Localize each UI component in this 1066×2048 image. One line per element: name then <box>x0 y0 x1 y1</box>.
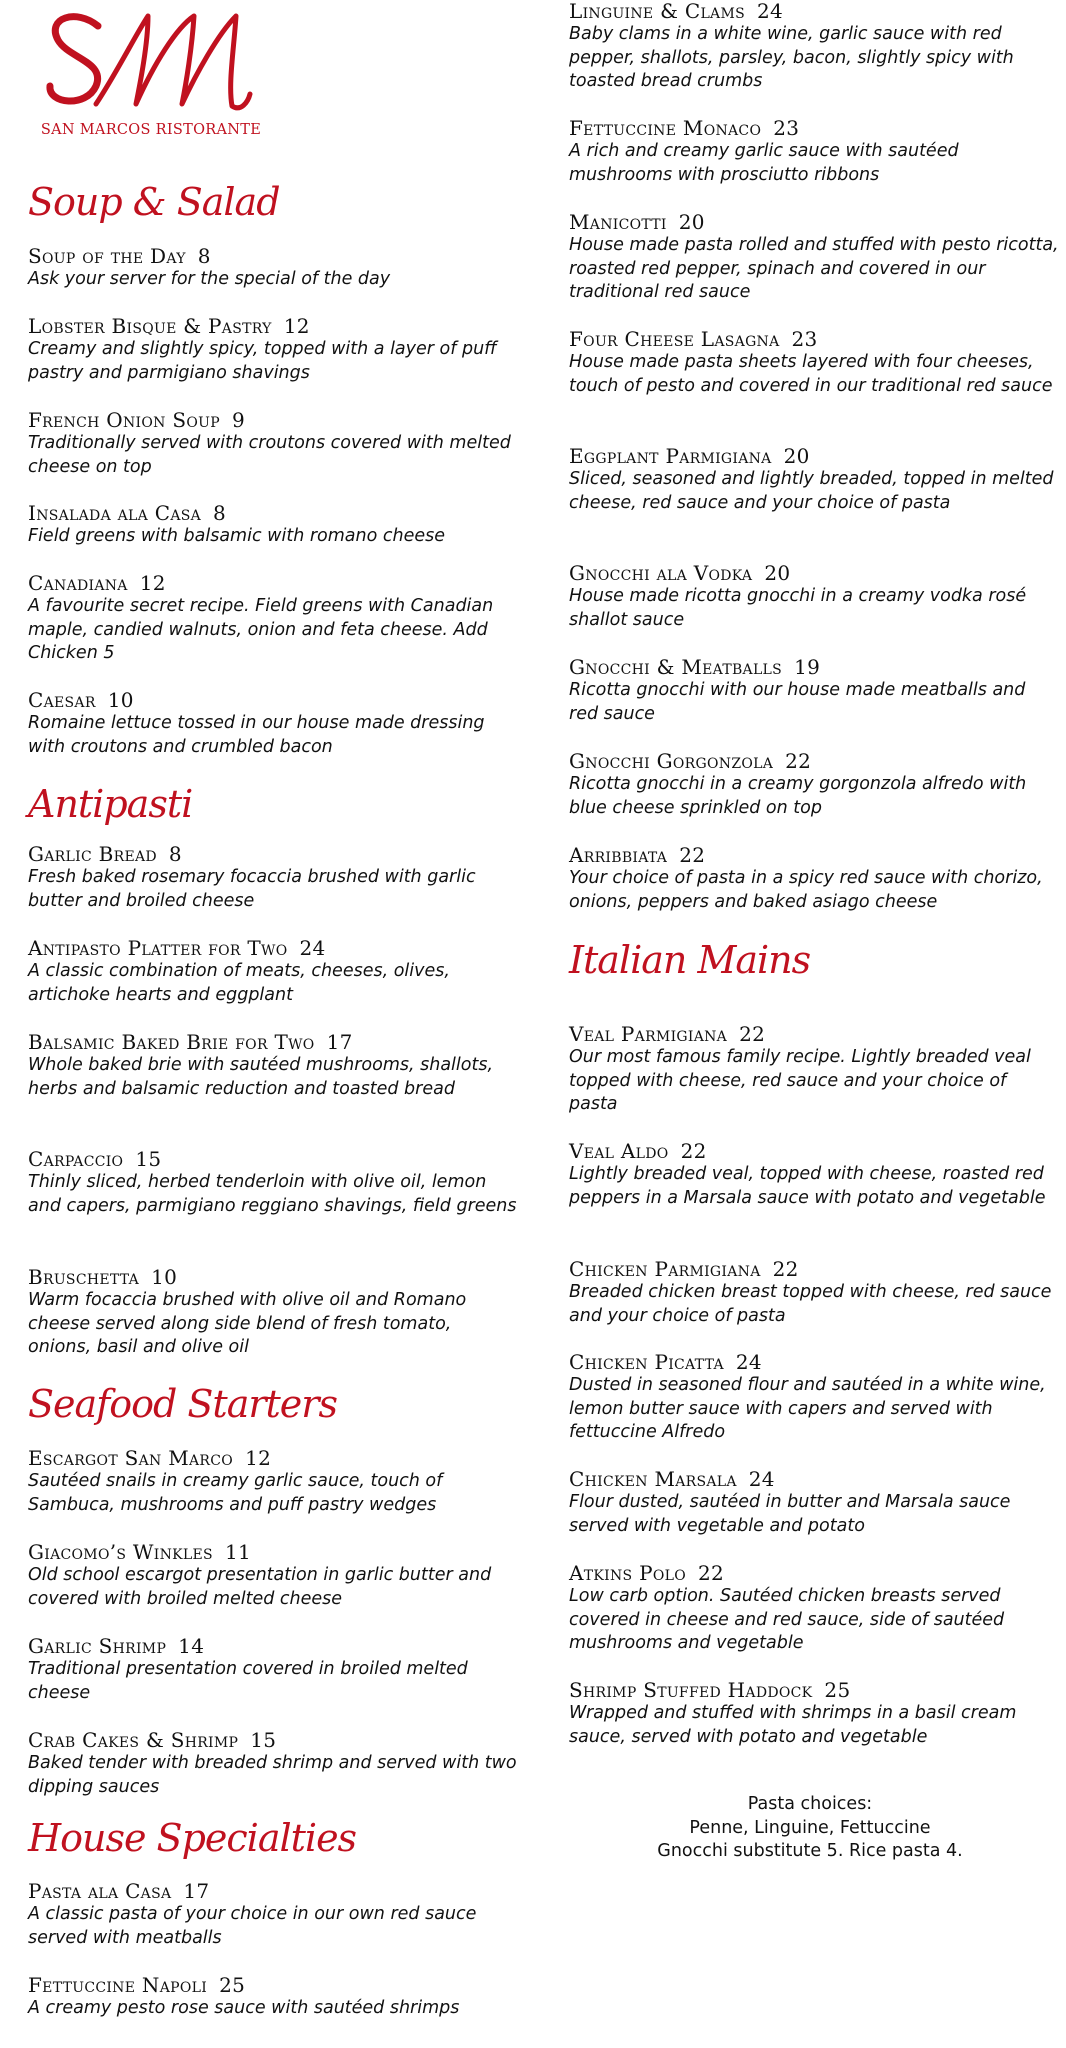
item-name: Chicken Marsala <box>569 1467 737 1491</box>
item-price: 17 <box>326 1030 353 1054</box>
item-name: Balsamic Baked Brie for Two <box>28 1030 315 1054</box>
item-description: Ask your server for the special of the day <box>28 269 391 289</box>
menu-item <box>28 1148 518 1218</box>
menu-item <box>569 1023 1059 1117</box>
menu-item <box>569 1140 1059 1210</box>
item-description: Wrapped and stuffed with shrimps in a basil cream sauce, served with potato and vegetable <box>569 1703 1017 1747</box>
item-price: 22 <box>785 749 812 773</box>
item-price: 10 <box>151 1265 178 1289</box>
menu-item <box>28 1880 518 1950</box>
item-price: 8 <box>197 244 211 268</box>
item-description: Ricotta gnocchi in a creamy gorgonzola alfredo with blue cheese sprinkled on top <box>569 774 1027 818</box>
item-description: Old school escargot presentation in garlic butter and covered with broiled melted cheese <box>28 1565 492 1609</box>
item-description: Thinly sliced, herbed tenderloin with olive oil, lemon and capers, parmigiano reggiano shavings, field greens <box>28 1172 517 1216</box>
item-name: Fettuccine Monaco <box>569 116 762 140</box>
item-description: A favourite secret recipe. Field greens with Canadian maple, candied walnuts, onion and feta cheese. Add Chicken 5 <box>28 596 494 663</box>
item-name: Carpaccio <box>28 1147 124 1171</box>
item-name: Four Cheese Lasagna <box>569 327 780 351</box>
item-price: 8 <box>213 501 227 525</box>
item-price: 17 <box>183 1879 210 1903</box>
item-price: 23 <box>791 327 818 351</box>
item-description: Warm focaccia brushed with olive oil and Romano cheese served along side blend of fresh tomato, onions, basil and olive oil <box>28 1290 467 1357</box>
item-description: Traditionally served with croutons covered with melted cheese on top <box>28 433 511 477</box>
section-title-soup-salad: Soup & Salad <box>28 180 280 224</box>
menu-item <box>569 562 1059 632</box>
menu-item <box>28 1031 518 1101</box>
item-description: Lightly breaded veal, topped with cheese, roasted red peppers in a Marsala sauce with potato and vegetable <box>569 1164 1046 1208</box>
sm-monogram-logo <box>36 4 266 119</box>
item-price: 20 <box>678 210 705 234</box>
item-name: Chicken Picatta <box>569 1350 724 1374</box>
menu-item <box>28 502 518 549</box>
item-name: Canadiana <box>28 571 128 595</box>
item-price: 22 <box>680 1139 707 1163</box>
item-description: A rich and creamy garlic sauce with sautéed mushrooms with prosciutto ribbons <box>569 141 959 185</box>
item-price: 25 <box>824 1678 851 1702</box>
item-name: Chicken Parmigiana <box>569 1257 761 1281</box>
item-price: 22 <box>772 1257 799 1281</box>
item-price: 11 <box>224 1540 251 1564</box>
menu-item <box>28 1974 518 2021</box>
menu-item <box>569 445 1059 515</box>
item-name: Veal Parmigiana <box>569 1022 728 1046</box>
item-name: Crab Cakes & Shrimp <box>28 1728 239 1752</box>
item-description: Field greens with balsamic with romano cheese <box>28 526 446 546</box>
menu-item <box>28 1729 518 1799</box>
item-name: Gnocchi ala Vodka <box>569 561 753 585</box>
item-description: Low carb option. Sautéed chicken breasts served covered in cheese and red sauce, side of sautéed mushrooms and vegetable <box>569 1586 1005 1653</box>
pasta-choices-note <box>600 1793 1020 1864</box>
menu-item <box>28 572 518 666</box>
item-description: A creamy pesto rose sauce with sautéed shrimps <box>28 1998 460 2018</box>
menu-item <box>569 1562 1059 1656</box>
section-title-seafood-starters: Seafood Starters <box>28 1382 337 1426</box>
menu-item <box>569 1351 1059 1445</box>
item-description: A classic pasta of your choice in our own red sauce served with meatballs <box>28 1904 477 1948</box>
item-description: Sliced, seasoned and lightly breaded, topped in melted cheese, red sauce and your choice of pasta <box>569 469 1054 513</box>
menu-item <box>28 843 518 913</box>
item-name: Pasta ala Casa <box>28 1879 172 1903</box>
item-price: 24 <box>735 1350 762 1374</box>
item-price: 23 <box>773 116 800 140</box>
item-description: Baked tender with breaded shrimp and served with two dipping sauces <box>28 1753 517 1797</box>
item-price: 25 <box>219 1973 246 1997</box>
menu-item <box>28 1635 518 1705</box>
item-description: Sautéed snails in creamy garlic sauce, touch of Sambuca, mushrooms and puff pastry wedges <box>28 1471 443 1515</box>
restaurant-logo <box>36 4 266 144</box>
item-price: 9 <box>231 408 245 432</box>
item-price: 8 <box>168 842 182 866</box>
item-description: Breaded chicken breast topped with cheese, red sauce and your choice of pasta <box>569 1282 1052 1326</box>
item-name: Antipasto Platter for Two <box>28 936 288 960</box>
footnote-line: Gnocchi substitute 5. Rice pasta 4. <box>657 1841 963 1861</box>
item-price: 12 <box>245 1446 272 1470</box>
item-name: Soup of the Day <box>28 244 186 268</box>
section-title-house-specialties: House Specialties <box>28 1816 357 1860</box>
item-price: 22 <box>739 1022 766 1046</box>
item-price: 15 <box>250 1728 277 1752</box>
item-description: Whole baked brie with sautéed mushrooms, shallots, herbs and balsamic reduction and toasted bread <box>28 1055 494 1099</box>
item-price: 20 <box>783 444 810 468</box>
item-price: 19 <box>794 655 821 679</box>
menu-item <box>28 689 518 759</box>
item-description: Creamy and slightly spicy, topped with a layer of puff pastry and parmigiano shavings <box>28 339 497 383</box>
menu-item <box>28 1447 518 1517</box>
item-price: 14 <box>178 1634 205 1658</box>
item-price: 15 <box>135 1147 162 1171</box>
item-price: 22 <box>697 1561 725 1585</box>
menu-item <box>569 1679 1059 1749</box>
item-price: 12 <box>283 314 310 338</box>
footnote-line: Penne, Linguine, Fettuccine <box>689 1817 931 1838</box>
item-price: 24 <box>299 936 326 960</box>
item-name: French Onion Soup <box>28 408 220 432</box>
item-name: Shrimp Stuffed Haddock <box>569 1678 813 1702</box>
item-name: Atkins Polo <box>569 1561 686 1585</box>
item-description: Baby clams in a white wine, garlic sauce with red pepper, shallots, parsley, bacon, slightly spicy with toasted bread crumbs <box>569 24 1014 91</box>
item-description: Ricotta gnocchi with our house made meatballs and red sauce <box>569 680 1026 724</box>
item-name: Veal Aldo <box>569 1139 669 1163</box>
menu-item <box>569 211 1059 305</box>
item-name: Garlic Shrimp <box>28 1634 167 1658</box>
restaurant-name: SAN MARCOS RISTORANTE <box>40 122 262 138</box>
item-description: House made ricotta gnocchi in a creamy vodka rosé shallot sauce <box>569 586 1027 630</box>
item-description: Dusted in seasoned flour and sautéed in a white wine, lemon butter sauce with capers and served with fettuccine Alfredo <box>569 1375 1046 1442</box>
menu-item <box>28 937 518 1007</box>
item-description: Flour dusted, sautéed in butter and Marsala sauce served with vegetable and potato <box>569 1492 1011 1536</box>
menu-item <box>569 656 1059 726</box>
item-description: Your choice of pasta in a spicy red sauce with chorizo, onions, peppers and baked asiago cheese <box>569 868 1043 912</box>
footnote-line: Pasta choices: <box>747 1794 873 1814</box>
item-name: Garlic Bread <box>28 842 157 866</box>
item-price: 12 <box>139 571 166 595</box>
section-title-antipasti: Antipasti <box>28 782 193 826</box>
menu-item <box>569 328 1059 398</box>
menu-item <box>28 315 518 385</box>
item-name: Arribbiata <box>569 843 668 867</box>
item-name: Insalada ala Casa <box>28 501 202 525</box>
item-name: Giacomo’s Winkles <box>28 1540 213 1564</box>
item-price: 10 <box>107 688 134 712</box>
item-description: Traditional presentation covered in broiled melted cheese <box>28 1659 468 1703</box>
item-name: Caesar <box>28 688 96 712</box>
item-name: Gnocchi Gorgonzola <box>569 749 774 773</box>
item-name: Escargot San Marco <box>28 1446 234 1470</box>
item-name: Bruschetta <box>28 1265 140 1289</box>
menu-item <box>569 844 1059 914</box>
menu-item <box>28 245 518 292</box>
item-price: 24 <box>757 0 784 23</box>
item-description: Romaine lettuce tossed in our house made dressing with croutons and crumbled bacon <box>28 713 485 757</box>
menu-item <box>569 1258 1059 1328</box>
item-description: House made pasta sheets layered with four cheeses, touch of pesto and covered in our traditional red sauce <box>569 352 1053 396</box>
item-price: 24 <box>748 1467 775 1491</box>
section-title-italian-mains: Italian Mains <box>569 938 811 982</box>
item-description: Our most famous family recipe. Lightly breaded veal topped with cheese, red sauce and your choice of pasta <box>569 1047 1031 1114</box>
item-description: Fresh baked rosemary focaccia brushed with garlic butter and broiled cheese <box>28 867 476 911</box>
item-name: Linguine & Clams <box>569 0 745 23</box>
menu-item <box>28 1266 518 1360</box>
item-price: 20 <box>764 561 791 585</box>
item-name: Lobster Bisque & Pastry <box>28 314 272 338</box>
item-name: Eggplant Parmigiana <box>569 444 772 468</box>
menu-item <box>28 1541 518 1611</box>
item-name: Fettuccine Napoli <box>28 1973 208 1997</box>
item-description: A classic combination of meats, cheeses, olives, artichoke hearts and eggplant <box>28 961 450 1005</box>
menu-item <box>28 409 518 479</box>
menu-item <box>569 1468 1059 1538</box>
item-description: House made pasta rolled and stuffed with pesto ricotta, roasted red pepper, spinach and covered in our traditional red sauce <box>569 235 1059 302</box>
item-name: Manicotti <box>569 210 667 234</box>
menu-item <box>569 750 1059 820</box>
menu-item <box>569 117 1059 187</box>
item-price: 22 <box>679 843 706 867</box>
item-name: Gnocchi & Meatballs <box>569 655 783 679</box>
menu-item <box>569 0 1059 94</box>
